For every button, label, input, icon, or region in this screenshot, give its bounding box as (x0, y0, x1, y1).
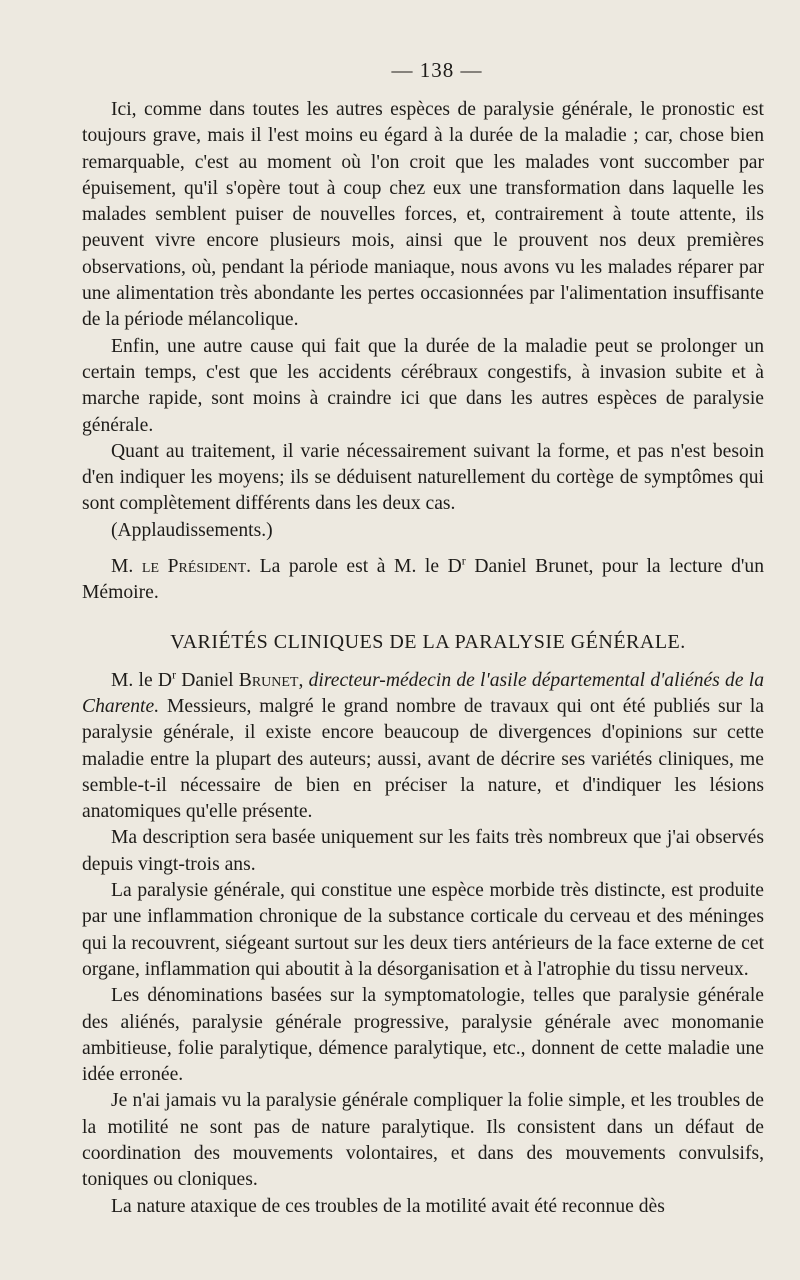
president-text: La parole est à M. le D (251, 556, 462, 578)
brunet-title: directeur-médecin de l'asile départemental d'aliénés de la Charente. (82, 669, 764, 717)
paragraph-duration: Enfin, une autre cause qui fait que la durée de la maladie peut se prolonger un certain temps, c'est que les accidents cérébraux congestifs, à invasion subite et à marche rapide, sont moins à craindre ici que dans les autres espèces de paralysie générale. (82, 335, 764, 436)
page-text (82, 97, 764, 1220)
paragraph-ataxic: La nature ataxique de ces troubles de la motilité avait été reconnue dès (111, 1195, 665, 1217)
paragraph-prognosis: Ici, comme dans toutes les autres espèces de paralysie générale, le pronostic est toujours grave, mais il l'est moins eu égard à la durée de la maladie ; car, chose bien remarquable, c'est au moment où l'on croit que les malades vont succomber par épuisement, qu'il s'opère tout à coup chez eux une transformation dans laquelle les malades semblent puiser de nouvelles forces, et, contrairement à toute attente, ils peuvent vivre encore plusieurs mois, ainsi que le prouvent nos deux premières observations, où, pendant la période maniaque, nous avons vu les malades réparer par une alimentation très abondante les pertes occasionnées par l'alimentation insuffisante de la période mélancolique. (82, 99, 764, 331)
brunet-comma: , (298, 669, 309, 691)
doctor-abbrev-sup: r (461, 553, 466, 568)
page-number: — 138 — (391, 58, 483, 82)
brunet-first-name: Daniel (176, 669, 239, 691)
brunet-text: Messieurs, malgré le grand nombre de travaux qui ont été publiés sur la paralysie générale, il existe encore beaucoup de divergences d'opinions sur cette maladie entre la plupart des auteurs; aussi, avant de décrire ses variétés cliniques, me semble-t-il nécessaire de bien en préciser la nature, et d'indiquer les lésions anatomiques qu'elle présente. (82, 695, 764, 823)
president-announcement (82, 554, 764, 607)
president-text-rest: Daniel Brunet, pour la lecture d'un Mémoire. (82, 556, 764, 604)
applause-note: (Applaudissements.) (111, 519, 273, 541)
paragraph-denominations: Les dénominations basées sur la symptomatologie, telles que paralysie générale des aliénés, paralysie générale progressive, paralysie générale avec monomanie ambitieuse, folie paralytique, démence paralytique, etc., donnent de cette maladie une idée erronée. (82, 985, 764, 1086)
brunet-prefix: M. le D (111, 669, 173, 691)
brunet-opening (82, 668, 764, 826)
section-title: VARIÉTÉS CLINIQUES DE LA PARALYSIE GÉNÉRALE. (170, 630, 686, 653)
paragraph-motility: Je n'ai jamais vu la paralysie générale compliquer la folie simple, et les troubles de la motilité ne sont pas de nature paralytique. Ils consistent dans un défaut de coordination des mouvements volontaires, et dans des mouvements convulsifs, toniques ou cloniques. (82, 1090, 764, 1191)
president-speaker: M. le Président. (111, 556, 252, 578)
paragraph-description: Ma description sera basée uniquement sur les faits très nombreux que j'ai observés depuis vingt-trois ans. (82, 827, 764, 875)
paragraph-treatment: Quant au traitement, il varie nécessairement suivant la forme, et pas n'est besoin d'en indiquer les moyens; ils se déduisent naturellement du cortège de symptômes qui sont complètement différents dans les deux cas. (82, 440, 764, 515)
brunet-surname: Brunet (238, 669, 299, 691)
brunet-doctor-sup: r (172, 667, 177, 682)
paragraph-definition: La paralysie générale, qui constitue une espèce morbide très distincte, est produite par une inflammation chronique de la substance corticale du cerveau et des méninges qui la recouvrent, siégeant surtout sur les deux tiers antérieurs de la face externe de cet organe, inflammation qui aboutit à la désorganisation et à l'atrophie du tissu nerveux. (82, 880, 764, 980)
spacer (82, 544, 764, 554)
